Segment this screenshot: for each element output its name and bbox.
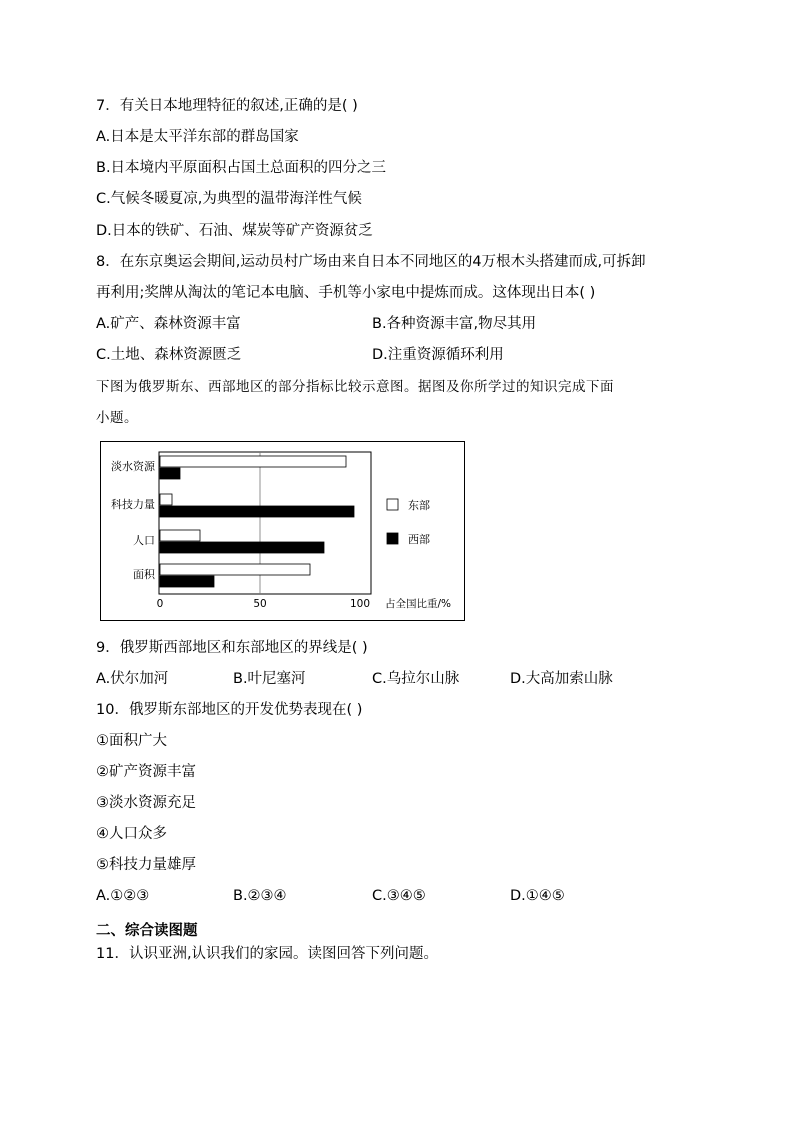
legend-swatch-0	[387, 499, 398, 510]
q8-option-b: B.各种资源丰富,物尽其用	[372, 316, 537, 332]
bar-east-1	[160, 494, 172, 505]
category-label-2: 人口	[133, 534, 155, 547]
q7-stem: 7．有关日本地理特征的叙述,正确的是( )	[96, 98, 358, 114]
q10-item-1: ①面积广大	[96, 733, 167, 749]
legend-label-1: 西部	[408, 533, 430, 546]
x-tick-label-2: 100	[349, 598, 371, 610]
q10-option-a: A.①②③	[96, 888, 150, 904]
q9-option-b: B.叶尼塞河	[233, 671, 306, 687]
q10-item-4: ④人口众多	[96, 826, 167, 842]
q8-option-d: D.注重资源循环利用	[372, 347, 504, 363]
q7-option-d: D.日本的铁矿、石油、煤炭等矿产资源贫乏	[96, 223, 373, 239]
x-tick-label-0: 0	[156, 598, 164, 610]
legend-swatch-1	[387, 533, 398, 544]
q9-option-c: C.乌拉尔山脉	[372, 671, 460, 687]
q10-item-5: ⑤科技力量雄厚	[96, 857, 196, 873]
q8-option-a: A.矿产、森林资源丰富	[96, 316, 241, 332]
q9-stem: 9．俄罗斯西部地区和东部地区的界线是( )	[96, 640, 368, 656]
q11-stem: 11．认识亚洲,认识我们的家园。读图回答下列问题。	[96, 946, 439, 962]
bar-chart	[101, 442, 463, 619]
category-label-0: 淡水资源	[111, 460, 155, 473]
q10-option-b: B.②③④	[233, 888, 287, 904]
q8-stem-line1: 8．在东京奥运会期间,运动员村广场由来自日本不同地区的4万根木头搭建而成,可拆卸	[96, 254, 646, 270]
bar-east-0	[160, 456, 346, 467]
q10-item-2: ②矿产资源丰富	[96, 764, 196, 780]
bar-west-2	[160, 542, 324, 553]
chart-intro-line2: 小题。	[96, 410, 138, 426]
q9-option-d: D.大高加索山脉	[510, 671, 613, 687]
q10-option-c: C.③④⑤	[372, 888, 426, 904]
bar-east-2	[160, 530, 200, 541]
legend-label-0: 东部	[408, 499, 430, 512]
q8-option-c: C.土地、森林资源匮乏	[96, 347, 242, 363]
q9-option-a: A.伏尔加河	[96, 671, 169, 687]
q10-item-3: ③淡水资源充足	[96, 795, 196, 811]
bar-west-0	[160, 468, 180, 479]
x-tick-label-1: 50	[253, 598, 267, 610]
q10-stem: 10．俄罗斯东部地区的开发优势表现在( )	[96, 702, 363, 718]
chart-frame	[100, 441, 465, 621]
x-axis-label: 占全国比重/%	[385, 598, 452, 610]
section-title: 二、综合读图题	[96, 923, 198, 939]
q7-option-b: B.日本境内平原面积占国土总面积的四分之三	[96, 160, 387, 176]
q8-stem-line2: 再利用;奖牌从淘汰的笔记本电脑、手机等小家电中提炼而成。这体现出日本( )	[96, 285, 596, 301]
bar-west-1	[160, 506, 354, 517]
q7-option-c: C.气候冬暖夏凉,为典型的温带海洋性气候	[96, 191, 362, 207]
category-label-3: 面积	[133, 568, 155, 581]
bar-west-3	[160, 576, 214, 587]
q10-option-d: D.①④⑤	[510, 888, 565, 904]
bar-east-3	[160, 564, 310, 575]
chart-intro-line1: 下图为俄罗斯东、西部地区的部分指标比较示意图。据图及你所学过的知识完成下面	[96, 379, 614, 395]
category-label-1: 科技力量	[111, 498, 155, 511]
q7-option-a: A.日本是太平洋东部的群岛国家	[96, 129, 299, 145]
